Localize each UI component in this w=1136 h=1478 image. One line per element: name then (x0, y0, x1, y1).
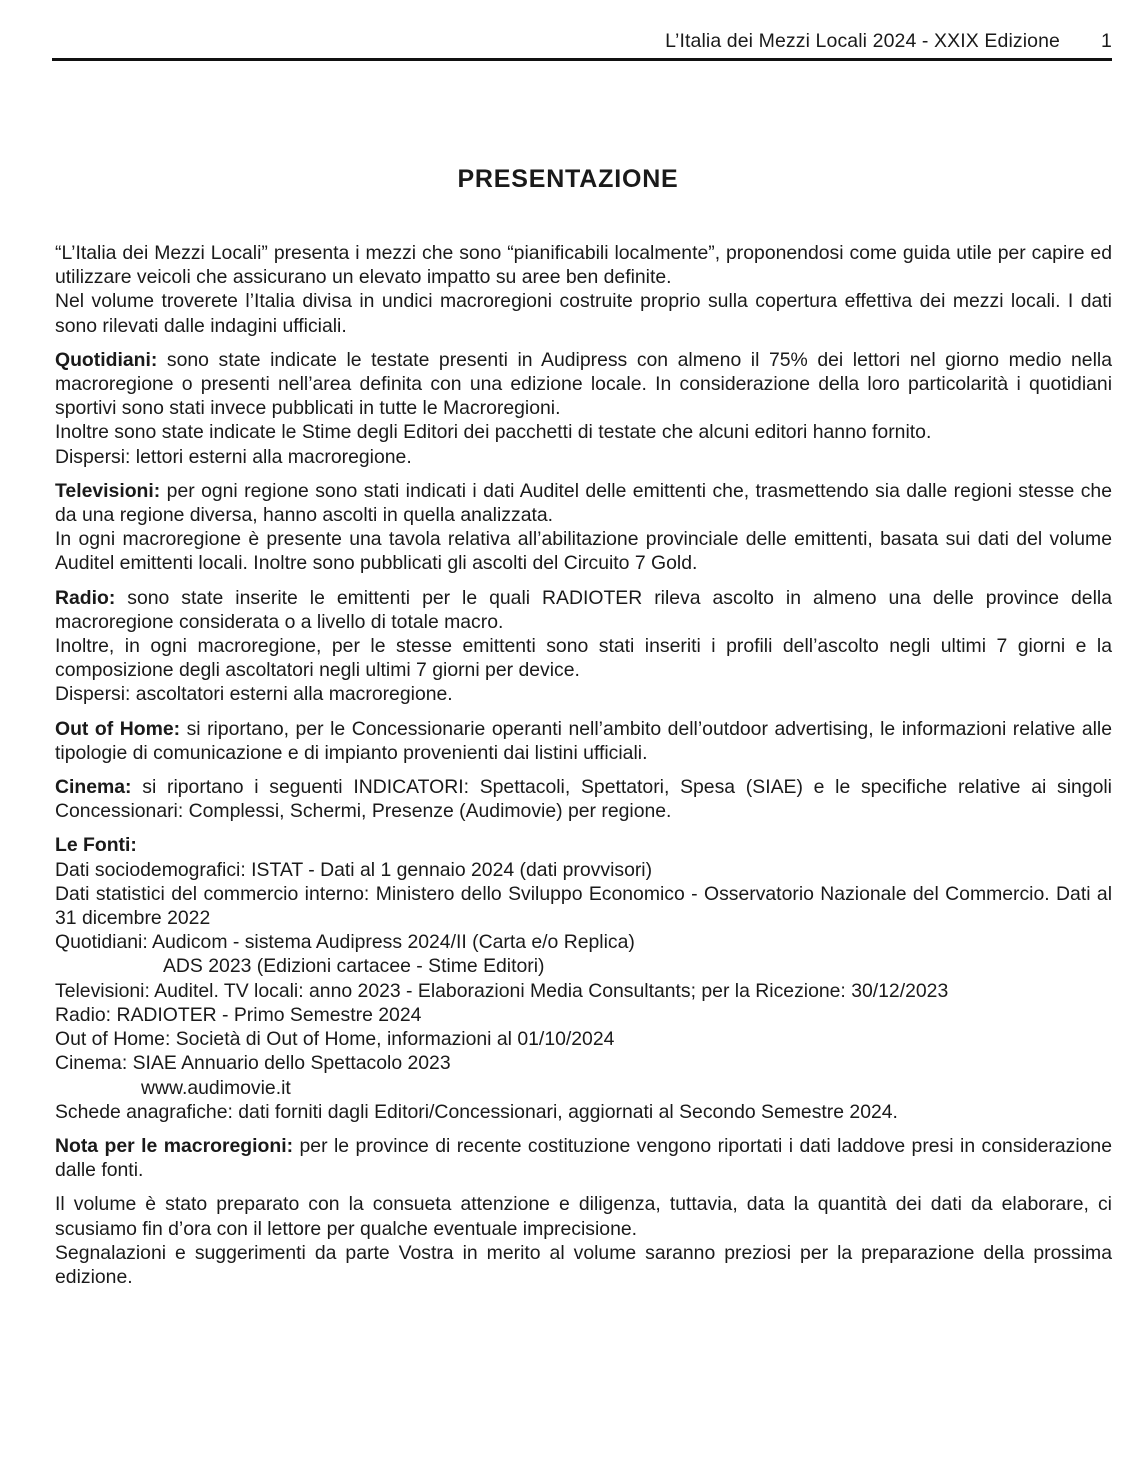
source-commercio (55, 882, 1112, 930)
source-quotidiani-value: : Audicom - sistema Audipress 2024/II (Carta e/o Replica) (142, 931, 635, 954)
cinema-label: Cinema: (55, 776, 132, 799)
paragraph-nota (55, 1134, 1112, 1182)
cinema-text-1: si riportano i seguenti INDICATORI: Spettacoli, Spettatori, Spesa (SIAE) e le specifiche relative ai singoli Concessionari: Complessi, Schermi, Presenze (Audimovie) per regione. (55, 776, 1112, 823)
televisioni-text-1: per ogni regione sono stati indicati i dati Auditel delle emittenti che, trasmettendo sia dalle regioni stesse che da una regione diversa, hanno ascolti in quella analizzata. (55, 479, 1112, 527)
source-schede (55, 1100, 1112, 1124)
header-row (52, 30, 1112, 53)
ooh-line-1 (55, 717, 1112, 765)
nota-line-1 (55, 1134, 1112, 1182)
source-sociodemografici-label: Dati sociodemografici: (55, 858, 246, 881)
paragraph-televisioni (55, 479, 1112, 576)
source-radio (55, 1003, 1112, 1027)
source-schede-value: : dati forniti dagli Editori/Concessionari, aggiornati al Secondo Semestre 2024. (227, 1100, 898, 1123)
quotidiani-line-1 (55, 348, 1112, 421)
televisioni-line-2: In ogni macroregione è presente una tavola relativa all’abilitazione provinciale delle emittenti, basata sui dati del volume Auditel emittenti locali. Inoltre sono pubblicati gli ascolti del Circuito 7 Gold. (55, 528, 1112, 575)
source-commercio-value: Ministero dello Sviluppo Economico - Osservatorio Nazionale del Commercio. Dati al 31 dicembre 2022 (55, 882, 1112, 930)
intro-line-2: Nel volume troverete l’Italia divisa in undici macroregioni costruite proprio sulla copertura effettiva dei mezzi locali. I dati sono rilevati dalle indagini ufficiali. (55, 290, 1112, 337)
source-quotidiani-label: Quotidiani (55, 931, 143, 954)
document-body (55, 241, 1112, 1299)
page-title: PRESENTAZIONE (457, 165, 679, 193)
quotidiani-line-3: Dispersi: lettori esterni alla macroregione. (55, 445, 412, 468)
sources-heading: Le Fonti: (55, 834, 137, 857)
source-televisioni-value: : Auditel. TV locali: anno 2023 - Elaborazioni Media Consultants; per la Ricezione: 30/12/2023 (144, 979, 949, 1002)
nota-label: Nota per le macroregioni: (55, 1134, 294, 1157)
radio-line-1 (55, 586, 1112, 634)
source-sociodemografici (55, 858, 1112, 882)
intro-line-1: “L’Italia dei Mezzi Locali” presenta i mezzi che sono “pianificabili localmente”, proponendosi come guida utile per capire ed utilizzare veicoli che assicurano un elevato impatto su aree ben definite. (55, 242, 1112, 289)
source-cinema-value: : SIAE Annuario dello Spettacolo 2023 (121, 1052, 451, 1075)
radio-line-2: Inoltre, in ogni macroregione, per le stesse emittenti sono stati inseriti i profili dell’ascolto negli ultimi 7 giorni e la composizione degli ascoltatori negli ultimi 7 giorni per device. (55, 635, 1112, 682)
radio-text-1: sono state inserite le emittenti per le quali RADIOTER rileva ascolto in almeno una delle province della macroregione considerata o a livello di totale macro. (55, 586, 1112, 633)
source-cinema-url: www.audimovie.it (141, 1076, 291, 1099)
source-sociodemografici-value: ISTAT - Dati al 1 gennaio 2024 (dati provvisori) (245, 858, 653, 881)
source-televisioni (55, 979, 1112, 1003)
source-ooh-value: : Società di Out of Home, informazioni al 01/10/2024 (164, 1028, 615, 1051)
quotidiani-label: Quotidiani: (55, 348, 158, 371)
header-divider (52, 58, 1112, 61)
radio-line-3: Dispersi: ascoltatori esterni alla macroregione. (55, 683, 453, 706)
quotidiani-line-2: Inoltre sono state indicate le Stime degli Editori dei pacchetti di testate che alcuni editori hanno fornito. (55, 421, 932, 444)
televisioni-line-1 (55, 479, 1112, 527)
header-title: L’Italia dei Mezzi Locali 2024 - XXIX Edizione (665, 30, 1060, 52)
source-televisioni-label: Televisioni (55, 979, 145, 1002)
nota-text-1: per le province di recente costituzione vengono riportati i dati laddove presi in considerazione dalle fonti. (55, 1134, 1112, 1182)
source-radio-value: : RADIOTER - Primo Semestre 2024 (105, 1003, 422, 1026)
source-commercio-label: Dati statistici del commercio interno: (55, 882, 370, 905)
source-quotidiani (55, 930, 1112, 954)
ooh-label: Out of Home: (55, 717, 181, 740)
source-ooh-label: Out of Home (55, 1028, 165, 1051)
ooh-text-1: si riportano, per le Concessionarie operanti nell’ambito dell’outdoor advertising, le informazioni relative alle tipologie di comunicazione e di impianto provenienti dai listini ufficiali. (55, 717, 1112, 764)
source-quotidiani-value2: ADS 2023 (Edizioni cartacee - Stime Editori) (163, 955, 545, 978)
source-schede-label: Schede anagrafiche (55, 1100, 228, 1123)
paragraph-closing (55, 1192, 1112, 1289)
source-radio-label: Radio (55, 1003, 106, 1026)
page-header (52, 30, 1112, 61)
cinema-line-1 (55, 775, 1112, 823)
page-number: 1 (1101, 30, 1112, 52)
paragraph-quotidiani (55, 348, 1112, 469)
source-out-of-home (55, 1027, 1112, 1051)
closing-line-2: Segnalazioni e suggerimenti da parte Vostra in merito al volume saranno preziosi per la preparazione della prossima edizione. (55, 1241, 1112, 1288)
paragraph-out-of-home (55, 717, 1112, 765)
televisioni-label: Televisioni: (55, 479, 161, 502)
quotidiani-text-1: sono state indicate le testate presenti in Audipress con almeno il 75% dei lettori nel giorno medio nella macroregione o presenti nell’area definita con una edizione locale. In considerazione della loro particolarità i quotidiani sportivi sono stati invece pubblicati in tutte le Macroregioni. (55, 348, 1112, 420)
source-cinema (55, 1051, 1112, 1075)
source-cinema-label: Cinema (55, 1052, 122, 1075)
radio-label: Radio: (55, 586, 116, 609)
paragraph-radio (55, 586, 1112, 707)
closing-line-1: Il volume è stato preparato con la consueta attenzione e diligenza, tuttavia, data la quantità dei dati da elaborare, ci scusiamo fin d’ora con il lettore per qualche eventuale imprecisione. (55, 1193, 1112, 1240)
paragraph-intro (55, 241, 1112, 338)
sources-section (55, 833, 1112, 1123)
paragraph-cinema (55, 775, 1112, 823)
